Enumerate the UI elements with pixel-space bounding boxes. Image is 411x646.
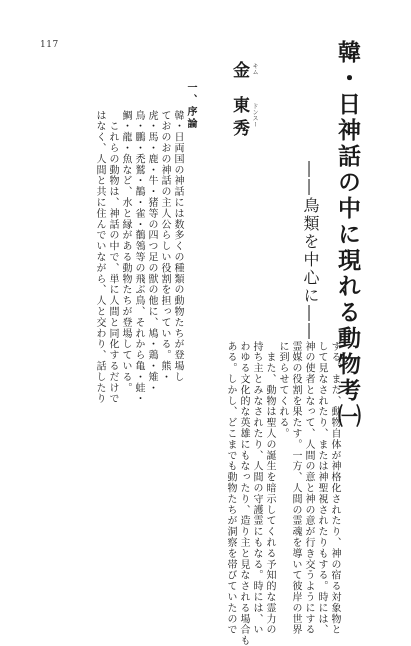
subtitle-dash-right: ―― [301,305,320,341]
body-line: ある。しかし、どこまでも動物たちが洞察を帯びていたので [225,341,236,636]
author-surname: 金 [229,61,249,84]
body-line: これらの動物は、神話の中で、単に人間と同化するだけで [107,110,118,405]
body-line: 持ち主とみなされたり、人間の守護霊にもなる。時には、い [251,341,262,636]
body-line: はなく、人間と共に住んでいながら、人と交わり、話したり [94,110,105,405]
author-given-name: 東秀 [229,95,249,142]
section-heading: 一、序論 [185,82,196,130]
article-subtitle [301,161,319,341]
body-line: 神の使者となって、人間の意と神の意が行き交うようにする [303,341,314,636]
body-line: 霊媒の役割を果たす。一方、人間の霊魂を導いて彼岸の世界 [290,341,301,636]
subtitle-dash-left: ―― [301,161,320,197]
body-line: わゆる文化的な英雄にもなったり、造り主と見なされる場合も [238,341,249,646]
body-text-lower [191,341,341,646]
body-line: また、動物は聖人の誕生を暗示してくれる予知的な霊力の [264,341,275,636]
article-title: 韓・日神話の中に現れる動物考㈠ [334,40,361,430]
author-given-ruby: ドンスー [251,103,258,127]
subtitle-text: 鳥類を中心に [301,197,320,305]
body-line: 鳥・鵬・禿鷲・鵲・雀・鶺鴒等の飛ぶ鳥、それから亀・蛙・ [133,110,144,405]
author-surname-ruby: キム [251,63,258,75]
body-line: する。また、動物自体が神格化されたり、神の宿る対象物と [329,341,340,636]
body-line: 韓・日両国の神話には数多くの種類の動物たちが登場し [172,110,183,383]
page-number: 117 [40,40,59,50]
body-line: に到らせてくれる。 [277,341,288,440]
author-name [229,61,249,142]
body-text-upper [54,110,184,405]
body-line: 鯛・龍・魚など、水と縁がある動物たちが登場している。 [120,110,131,394]
body-line: して見なされたり、または神聖視されたりもする。時には、 [316,341,327,636]
body-line: ておのおの神話の主人公らしい役割を担っている。熊・ [159,110,170,383]
body-line: 虎・馬・鹿・牛・猪等の四つ足の獣の他に、鳩・鶏・雉・ [146,110,157,394]
